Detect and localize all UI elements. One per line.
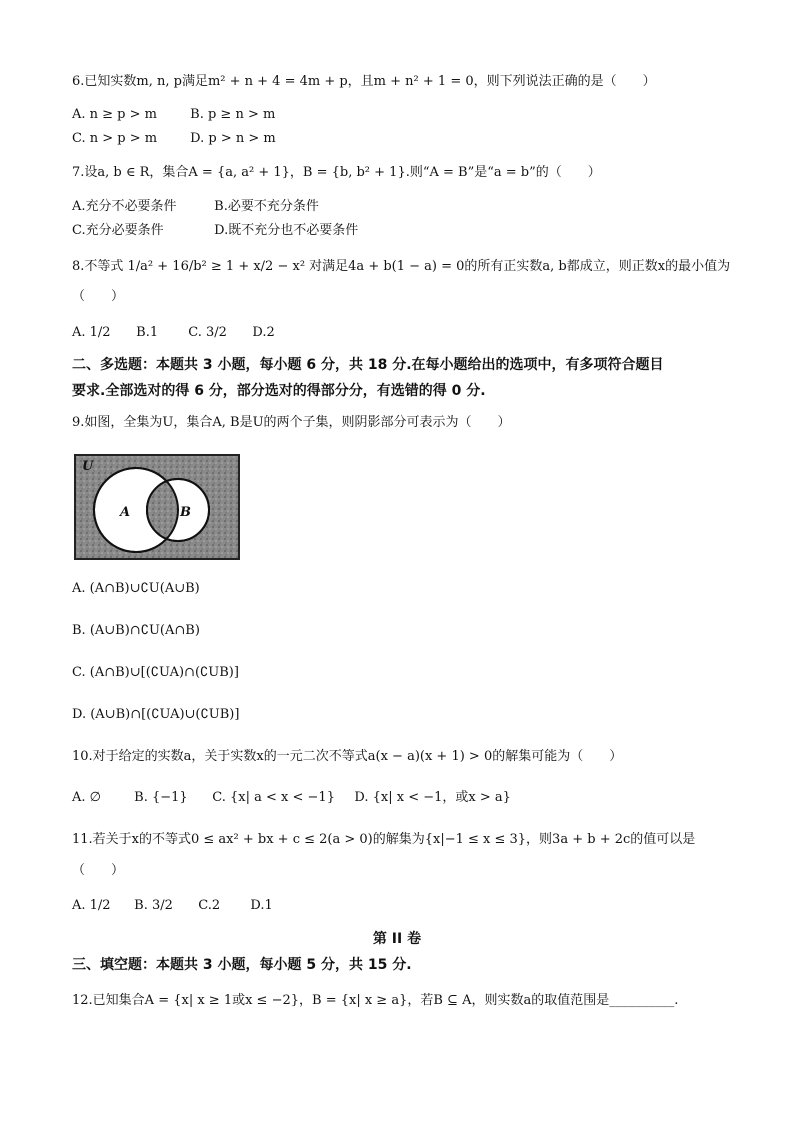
q7-option-d: D.既不充分也不必要条件 <box>214 223 359 238</box>
q11-option-a: A. 1/2 <box>72 898 111 913</box>
q8-stem: 8.不等式 1/a² + 16/b² ≥ 1 + x/2 − x² 对满足4a + b(1 − a) = 0的所有正实数a, b都成立，则正数x的最小值为 <box>72 259 731 274</box>
venn-label-u: U <box>82 459 94 474</box>
section3-header: 三、填空题：本题共 3 小题，每小题 5 分，共 15 分. <box>72 957 412 973</box>
q7-option-b: B.必要不充分条件 <box>214 199 319 214</box>
q9-option-a: A. (A∩B)∪∁U(A∪B) <box>72 581 200 596</box>
q11-option-c: C.2 <box>198 898 221 913</box>
q8-option-a: A. 1/2 <box>72 325 111 340</box>
q11-stem: 11.若关于x的不等式0 ≤ ax² + bx + c ≤ 2(a > 0)的解集为{x|−1 ≤ x ≤ 3}，则3a + b + 2c的值可以是 <box>72 832 696 847</box>
q6-stem: 6.已知实数m, n, p满足m² + n + 4 = 4m + p，且m + n² + 1 = 0，则下列说法正确的是（ ） <box>72 74 656 89</box>
q6-option-d: D. p > n > m <box>190 131 276 146</box>
q9-option-d: D. (A∪B)∩[(∁UA)∪(∁UB)] <box>72 707 240 722</box>
q11-option-d: D.1 <box>250 898 273 913</box>
q8-option-b: B.1 <box>136 325 159 340</box>
q9-option-c: C. (A∩B)∪[(∁UA)∩(∁UB)] <box>72 665 239 680</box>
volume-2-title: 第 II 卷 <box>372 931 422 947</box>
q6-option-c: C. n > p > m <box>72 131 158 146</box>
q6-option-b: B. p ≥ n > m <box>190 107 276 122</box>
q7-stem: 7.设a, b ∈ R，集合A = {a, a² + 1}，B = {b, b² + 1}.则“A = B”是“a = b”的（ ） <box>72 165 601 180</box>
q10-option-d: D. {x| x < −1，或x > a} <box>354 790 511 805</box>
q12-stem: 12.已知集合A = {x| x ≥ 1或x ≤ −2}，B = {x| x ≥ a}，若B ⊆ A，则实数a的取值范围是__________. <box>72 993 679 1008</box>
q10-stem: 10.对于给定的实数a，关于实数x的一元二次不等式a(x − a)(x + 1) > 0的解集可能为（ ） <box>72 749 623 764</box>
q9-option-b: B. (A∪B)∩∁U(A∩B) <box>72 623 200 638</box>
q10-option-b: B. {−1} <box>134 790 188 805</box>
q9-stem: 9.如图，全集为U，集合A, B是U的两个子集，则阴影部分可表示为（ ） <box>72 415 511 430</box>
venn-label-a: A <box>120 505 131 520</box>
venn-diagram <box>74 454 240 560</box>
venn-label-b: B <box>180 505 191 520</box>
q7-option-c: C.充分必要条件 <box>72 223 164 238</box>
q10-option-c: C. {x| a < x < −1} <box>212 790 335 805</box>
q8-option-d: D.2 <box>252 325 275 340</box>
q11-paren: （ ） <box>72 863 125 878</box>
q8-option-c: C. 3/2 <box>188 325 227 340</box>
section2-line1: 二、多选题：本题共 3 小题，每小题 6 分，共 18 分.在每小题给出的选项中，有多项符合题目 <box>72 357 664 373</box>
q7-option-a: A.充分不必要条件 <box>72 199 177 214</box>
q11-option-b: B. 3/2 <box>134 898 173 913</box>
section2-line2: 要求.全部选对的得 6 分，部分选对的得部分分，有选错的得 0 分. <box>72 383 486 399</box>
q10-option-a: A. ∅ <box>72 790 101 805</box>
q6-option-a: A. n ≥ p > m <box>72 107 157 122</box>
q8-paren: （ ） <box>72 289 125 304</box>
